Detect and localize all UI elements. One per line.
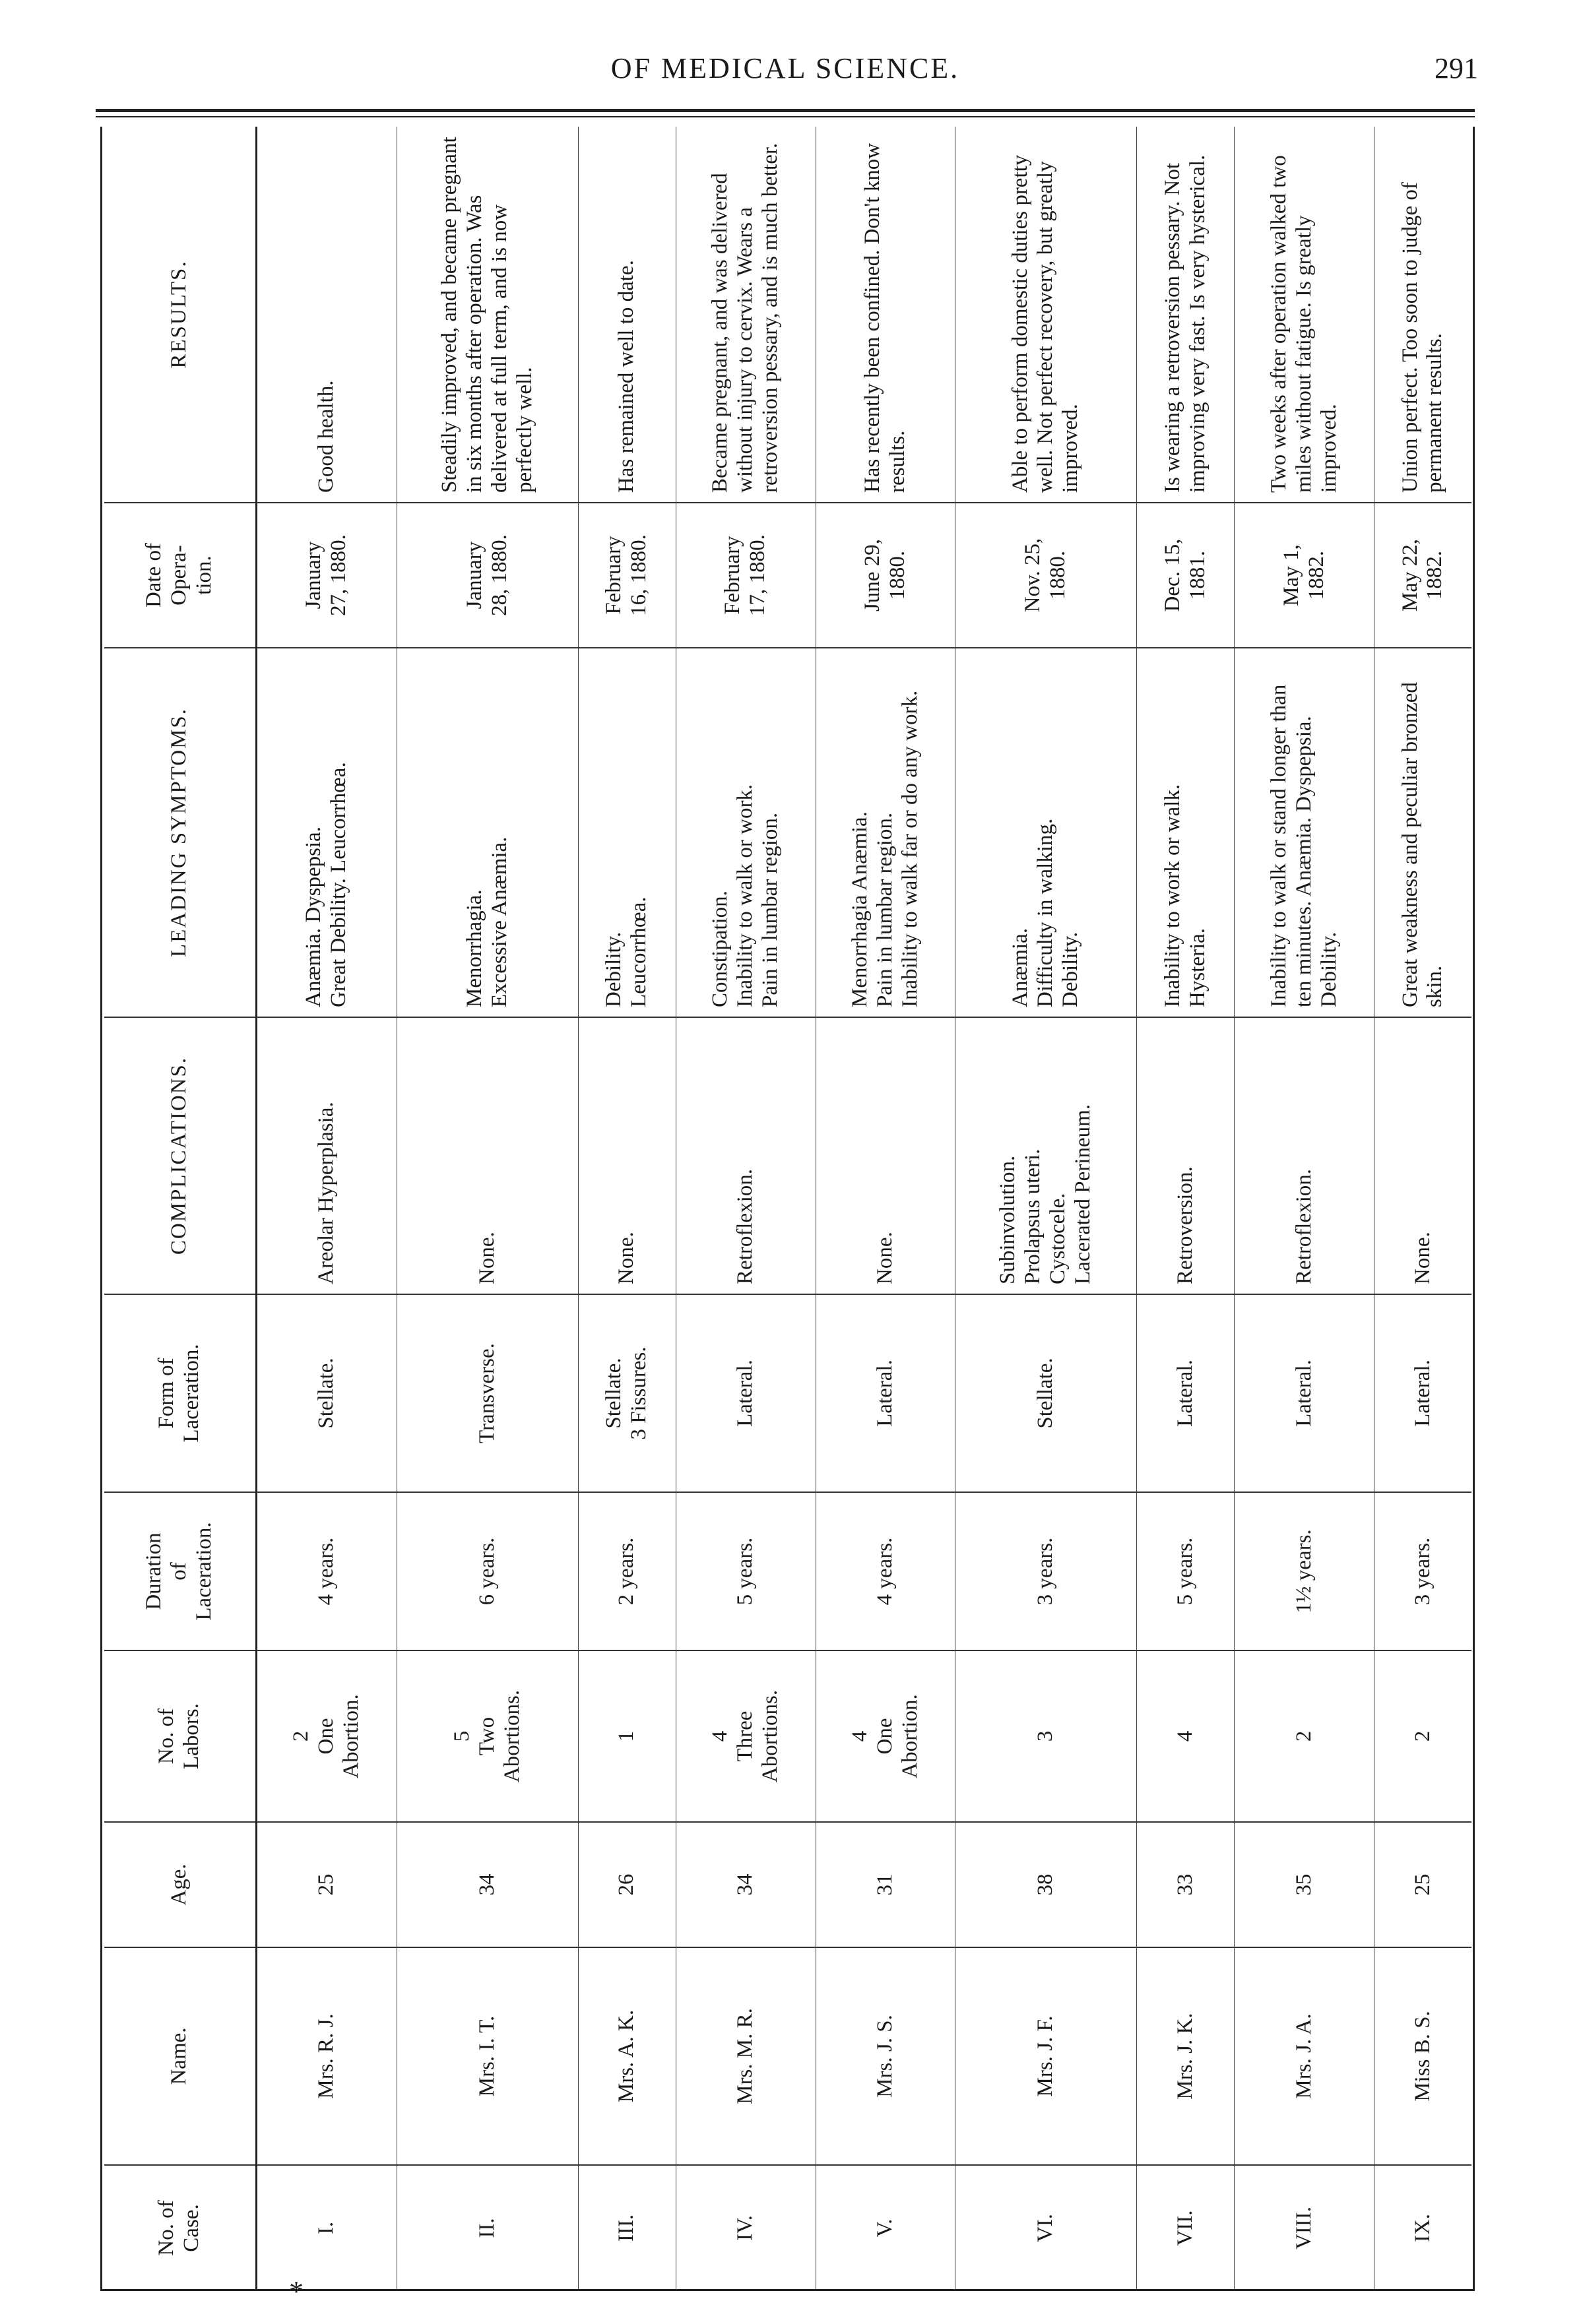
name-cell: Mrs. J. K. — [1137, 1947, 1235, 2165]
table-row — [816, 127, 955, 2290]
results-cell: Two weeks after operation walked two miles without fatigue. Is greatly improved. — [1266, 155, 1341, 493]
running-head — [92, 51, 1478, 98]
form-cell: Lateral. — [1137, 1294, 1235, 1492]
age-cell: 35 — [1235, 1822, 1374, 1947]
date-cell: Nov. 25, 1880. — [955, 503, 1137, 648]
case-cell: III. — [578, 2165, 676, 2290]
duration-cell: 3 years. — [1374, 1492, 1471, 1650]
age-cell: 34 — [676, 1822, 816, 1947]
duration-cell: 5 years. — [1137, 1492, 1235, 1650]
case-cell: VI. — [955, 2165, 1137, 2290]
name-cell: Mrs. M. R. — [676, 1947, 816, 2165]
complications-cell: Areolar Hyperplasia. — [256, 1017, 397, 1294]
labors-cell: 4 Three Abortions. — [676, 1650, 816, 1822]
symptoms-cell: Anæmia. Dyspepsia. Great Debility. Leucorrhœa. — [256, 648, 397, 1017]
labors-cell: 3 — [955, 1650, 1137, 1822]
table-row — [397, 127, 578, 2290]
results-cell: Union perfect. Too soon to judge of permanent results. — [1398, 182, 1447, 493]
duration-cell: 1½ years. — [1235, 1492, 1374, 1650]
complications-cell: Retroversion. — [1137, 1017, 1235, 1294]
symptoms-cell: Anæmia. Difficulty in walking. Debility. — [955, 648, 1137, 1017]
case-cell: VIII. — [1235, 2165, 1374, 2290]
header-labors: No. of Labors. — [104, 1650, 256, 1822]
page-number: 291 — [1435, 52, 1478, 84]
date-cell: May 22, 1882. — [1374, 503, 1471, 648]
duration-cell: 2 years. — [578, 1492, 676, 1650]
complications-cell: Subinvolution. Prolapsus uteri. Cystocele. Lacerated Perineum. — [955, 1017, 1137, 1294]
table-border-right — [1473, 127, 1475, 2290]
date-cell: February 17, 1880. — [676, 503, 816, 648]
complications-cell: None. — [816, 1017, 955, 1294]
date-cell: February 16, 1880. — [578, 503, 676, 648]
age-cell: 38 — [955, 1822, 1137, 1947]
duration-cell: 4 years. — [816, 1492, 955, 1650]
labors-cell: 2 — [1235, 1650, 1374, 1822]
duration-cell: 4 years. — [256, 1492, 397, 1650]
header-case: No. of Case. — [104, 2165, 256, 2290]
labors-cell: 5 Two Abortions. — [397, 1650, 578, 1822]
footnote-mark: * — [289, 2275, 304, 2308]
case-cell: II. — [397, 2165, 578, 2290]
form-cell: Stellate. — [256, 1294, 397, 1492]
name-cell: Mrs. A. K. — [578, 1947, 676, 2165]
table-row — [955, 127, 1137, 2290]
header-duration: Duration of Laceration. — [104, 1492, 256, 1650]
table-row — [676, 127, 816, 2290]
table-row — [256, 127, 397, 2290]
complications-cell: Retroflexion. — [676, 1017, 816, 1294]
form-cell: Lateral. — [676, 1294, 816, 1492]
name-cell: Mrs. R. J. — [256, 1947, 397, 2165]
name-cell: Mrs. J. S. — [816, 1947, 955, 2165]
symptoms-cell: Menorrhagia. Excessive Anæmia. — [397, 648, 578, 1017]
symptoms-cell: Great weakness and peculiar bronzed skin. — [1374, 648, 1471, 1017]
form-cell: Lateral. — [816, 1294, 955, 1492]
duration-cell: 6 years. — [397, 1492, 578, 1650]
header-age: Age. — [104, 1822, 256, 1947]
header-rule — [96, 109, 1475, 112]
header-name: Name. — [104, 1947, 256, 2165]
table-border-left — [100, 127, 102, 2290]
age-cell: 25 — [1374, 1822, 1471, 1947]
form-cell: Lateral. — [1235, 1294, 1374, 1492]
case-cell: I. — [256, 2165, 397, 2290]
complications-cell: None. — [578, 1017, 676, 1294]
header-row — [104, 127, 256, 2290]
labors-cell: 4 One Abortion. — [816, 1650, 955, 1822]
date-cell: June 29, 1880. — [816, 503, 955, 648]
age-cell: 33 — [1137, 1822, 1235, 1947]
form-cell: Stellate. — [955, 1294, 1137, 1492]
case-cell: IV. — [676, 2165, 816, 2290]
case-table — [104, 127, 1471, 2290]
case-cell: IX. — [1374, 2165, 1471, 2290]
date-cell: January 28, 1880. — [397, 503, 578, 648]
header-complications: COMPLICATIONS. — [104, 1017, 256, 1294]
duration-cell: 3 years. — [955, 1492, 1137, 1650]
header-symptoms: LEADING SYMPTOMS. — [104, 648, 256, 1017]
case-cell: V. — [816, 2165, 955, 2290]
symptoms-cell: Constipation. Inability to walk or work. Pain in lumbar region. — [676, 648, 816, 1017]
name-cell: Mrs. J. A. — [1235, 1947, 1374, 2165]
results-cell: Good health. — [314, 380, 339, 493]
date-cell: May 1, 1882. — [1235, 503, 1374, 648]
form-cell: Lateral. — [1374, 1294, 1471, 1492]
table-body — [256, 127, 1471, 2290]
date-cell: January 27, 1880. — [256, 503, 397, 648]
form-cell: Transverse. — [397, 1294, 578, 1492]
age-cell: 25 — [256, 1822, 397, 1947]
complications-cell: Retroflexion. — [1235, 1017, 1374, 1294]
header-form: Form of Laceration. — [104, 1294, 256, 1492]
results-cell: Became pregnant, and was delivered without injury to cervix. Wears a retroversion pessary, and is much better. — [708, 142, 783, 493]
table-row — [578, 127, 676, 2290]
results-cell: Has recently been confined. Don't know results. — [860, 142, 909, 493]
labors-cell: 1 — [578, 1650, 676, 1822]
symptoms-cell: Inability to walk or stand longer than ten minutes. Anæmia. Dyspepsia. Debility. — [1235, 648, 1374, 1017]
table-row — [1137, 127, 1235, 2290]
case-cell: VII. — [1137, 2165, 1235, 2290]
table-rotator — [104, 127, 1471, 2290]
date-cell: Dec. 15, 1881. — [1137, 503, 1235, 648]
table-row — [1374, 127, 1471, 2290]
name-cell: Miss B. S. — [1374, 1947, 1471, 2165]
age-cell: 26 — [578, 1822, 676, 1947]
complications-cell: None. — [1374, 1017, 1471, 1294]
age-cell: 31 — [816, 1822, 955, 1947]
labors-cell: 2 One Abortion. — [256, 1650, 397, 1822]
results-cell: Steadily improved, and became pregnant in six months after operation. Was delivered at full term, and is now perfectly well. — [437, 137, 536, 493]
duration-cell: 5 years. — [676, 1492, 816, 1650]
journal-title: OF MEDICAL SCIENCE. — [610, 52, 960, 84]
symptoms-cell: Menorrhagia Anæmia. Pain in lumbar region. Inability to walk far or do any work. — [816, 648, 955, 1017]
labors-cell: 2 — [1374, 1650, 1471, 1822]
results-cell: Able to perform domestic duties pretty well. Not perfect recovery, but greatly improved. — [1008, 154, 1083, 493]
results-cell: Is wearing a retroversion pessary. Not improving very fast. Is very hysterical. — [1160, 154, 1210, 493]
rotated-table-frame — [104, 127, 1471, 2290]
form-cell: Stellate. 3 Fissures. — [578, 1294, 676, 1492]
symptoms-cell: Inability to work or walk. Hysteria. — [1137, 648, 1235, 1017]
results-cell: Has remained well to date. — [614, 260, 639, 493]
header-results: RESULTS. — [104, 127, 256, 503]
symptoms-cell: Debility. Leucorrhœa. — [578, 648, 676, 1017]
table-row — [1235, 127, 1374, 2290]
age-cell: 34 — [397, 1822, 578, 1947]
labors-cell: 4 — [1137, 1650, 1235, 1822]
header-date: Date of Opera- tion. — [104, 503, 256, 648]
complications-cell: None. — [397, 1017, 578, 1294]
header-rule-thin — [96, 116, 1475, 117]
name-cell: Mrs. I. T. — [397, 1947, 578, 2165]
name-cell: Mrs. J. F. — [955, 1947, 1137, 2165]
